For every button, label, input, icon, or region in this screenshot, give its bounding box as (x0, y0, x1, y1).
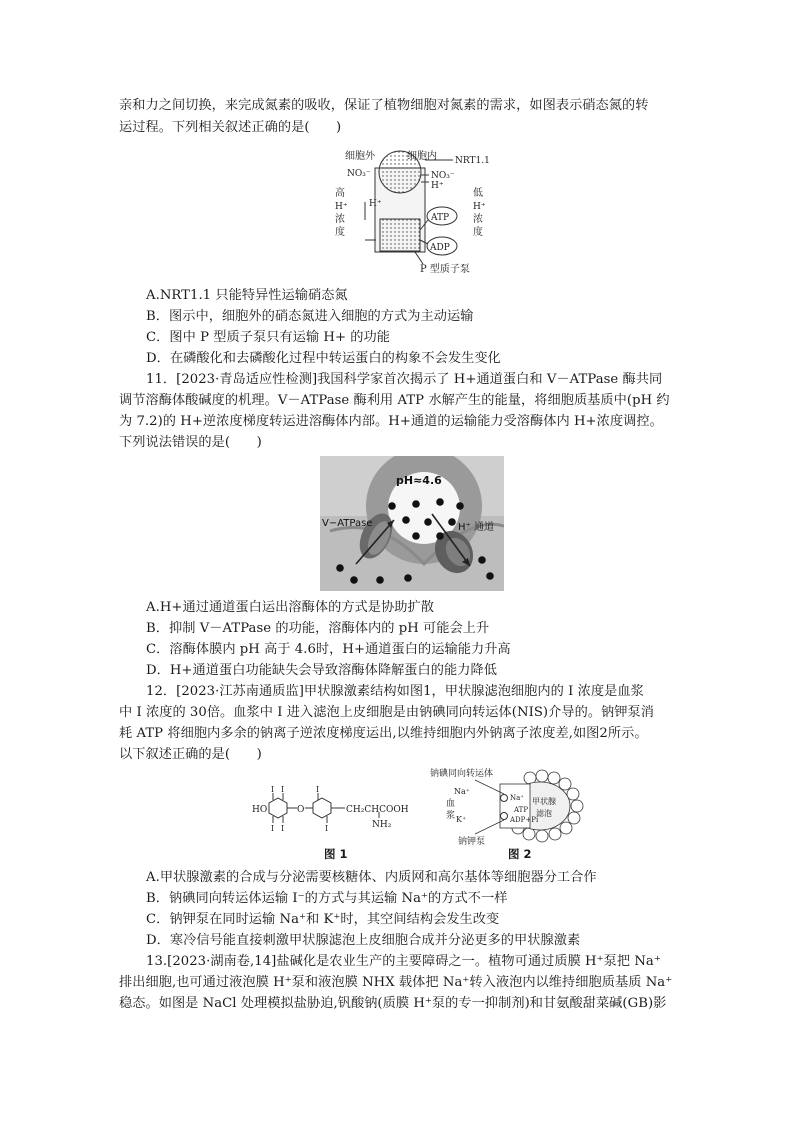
q12-line-3: 耗 ATP 将细胞内多余的钠离子逆浓度梯度运出,以维持细胞内外钠离子浓度差,如图2所示。 (119, 726, 648, 741)
iodine-1: I (271, 785, 275, 794)
follicle-label: 滤泡 (536, 809, 552, 818)
iodine-4: I (281, 824, 285, 833)
q11-line-2: 调节溶酶体酸碱度的机理。V－ATPase 酶利用 ATP 水解产生的能量，将细胞质基质中(pH 约 (119, 393, 670, 408)
q11-option-c: C．溶酶体膜内 pH 高于 4.6时，H+通道蛋白的运输能力升高 (146, 642, 511, 657)
thyroid-follicle-figure (420, 764, 592, 846)
adp2-label: ADP+Pi (510, 816, 539, 824)
q10-option-b: B．图示中，细胞外的硝态氮进入细胞的方式为主动运输 (146, 309, 474, 324)
outside-label: 细胞外 (345, 151, 375, 162)
iodine-6: I (325, 824, 329, 833)
nrt-transport-figure (325, 142, 525, 277)
h-center: H⁺ (369, 199, 382, 209)
iodine-2: I (281, 785, 285, 794)
high-char-2: H⁺ (335, 202, 348, 212)
low-char-3: 浓 (473, 214, 483, 225)
na-outside: Na⁺ (454, 787, 470, 796)
no3-right: NO₃⁻ (431, 171, 455, 181)
plasma-char-1: 血 (446, 799, 456, 809)
pump-label: P 型质子泵 (420, 264, 470, 275)
q11-line-1: 11．[2023·青岛适应性检测]我国科学家首次揭示了 H+通道蛋白和 V－ATPase 酶共同 (146, 372, 663, 387)
figure-1-caption: 图 1 (324, 847, 348, 861)
napump-label: 钠钾泵 (458, 837, 486, 846)
q11-option-b: B．抑制 V－ATPase 的功能，溶酶体内的 pH 可能会上升 (146, 621, 490, 636)
vatpase-label: V−ATPase (322, 518, 373, 529)
chain-label: CH₂CHCOOH (346, 805, 409, 815)
proton-pump (380, 219, 420, 251)
q13-line-2: 排出细胞,也可通过液泡膜 H⁺泵和液泡膜 NHX 载体把 Na⁺转入液泡内以维持细胞质基质 Na⁺ (119, 975, 673, 990)
figure-2-caption: 图 2 (508, 847, 532, 861)
nis-label: 钠碘同向转运体 (430, 769, 494, 779)
q13-line-1: 13.[2023·湖南卷,14]盐碱化是农业生产的主要障碍之一。植物可通过质膜 H⁺泵把 Na⁺ (146, 954, 661, 969)
q10-option-a: A.NRT1.1 只能特异性运输硝态氮 (146, 288, 348, 303)
inside-label: 细胞内 (407, 151, 437, 162)
atp-label: ATP (431, 213, 450, 223)
ho-label: HO (252, 805, 268, 815)
q11-line-4: 下列说法错误的是( ) (119, 435, 262, 450)
q12-option-d: D．寒冷信号能直接刺激甲状腺滤泡上皮细胞合成并分泌更多的甲状腺激素 (146, 933, 581, 948)
q12-line-1: 12．[2023·江苏南通质监]甲状腺激素结构如图1，甲状腺滤泡细胞内的 I 浓度是血浆 (146, 684, 644, 699)
q12-option-c: C．钠钾泵在同时运输 Na⁺和 K⁺时，其空间结构会发生改变 (146, 912, 500, 927)
q11-option-d: D．H+通道蛋白功能缺失会导致溶酶体降解蛋白的能力降低 (146, 663, 497, 678)
plasma-char-2: 浆 (446, 811, 456, 821)
high-char-4: 度 (335, 227, 345, 238)
intro-line-2: 运过程。下列相关叙述正确的是( ) (119, 120, 342, 135)
low-char-4: 度 (473, 227, 483, 238)
q12-option-a: A.甲状腺激素的合成与分泌需要核糖体、内质网和高尔基体等细胞器分工合作 (146, 870, 597, 885)
thyroid-label: 甲状腺 (532, 797, 556, 806)
q10-option-d: D．在磷酸化和去磷酸化过程中转运蛋白的构象不会发生变化 (146, 351, 501, 366)
lysosome-figure (320, 456, 504, 591)
iodine-3: I (271, 824, 275, 833)
atp2-label: ATP (514, 806, 529, 814)
h-right: H⁺ (431, 181, 444, 191)
no3-left: NO₃⁻ (347, 169, 371, 179)
high-char-3: 浓 (335, 214, 345, 225)
low-char-1: 低 (473, 188, 483, 199)
intro-line-1: 亲和力之间切换，来完成氮素的吸收，保证了植物细胞对氮素的需求，如图表示硝态氮的转 (119, 98, 649, 113)
q11-line-3: 为 7.2)的 H+逆浓度梯度转运进溶酶体内部。H+通道的运输能力受溶酶体内 H+浓度调控。 (119, 414, 663, 429)
thyroid-hormone-structure (250, 784, 420, 840)
k-label: K⁺ (456, 815, 467, 824)
high-char-1: 高 (335, 188, 345, 199)
low-char-2: H⁺ (473, 202, 486, 212)
q12-line-2: 中 I 浓度的 30倍。血浆中 I 进入滤泡上皮细胞是由钠碘同向转运体(NIS)介导的。钠钾泵消 (119, 705, 655, 720)
q13-line-3: 稳态。如图是 NaCl 处理模拟盐胁迫,钒酸钠(质膜 H⁺泵的专一抑制剂)和甘氨酸甜菜碱(GB)影 (119, 996, 667, 1011)
q11-option-a: A.H+通过通道蛋白运出溶酶体的方式是协助扩散 (146, 600, 434, 615)
ph-label: pH≈4.6 (396, 474, 442, 487)
o-label: O (297, 805, 305, 815)
q12-line-4: 以下叙述正确的是( ) (119, 747, 262, 762)
q12-option-b: B．钠碘同向转运体运输 I⁻的方式与其运输 Na⁺的方式不一样 (146, 891, 508, 906)
na-inside: Na⁺ (510, 794, 524, 802)
nrt-label: NRT1.1 (455, 156, 490, 166)
iodine-5: I (316, 785, 320, 794)
q10-option-c: C．图中 P 型质子泵只有运输 H+ 的功能 (146, 330, 391, 345)
adp-label: ADP (430, 243, 450, 253)
channel-label: H⁺ 通道 (458, 522, 494, 533)
nh2-label: NH₂ (372, 820, 392, 830)
